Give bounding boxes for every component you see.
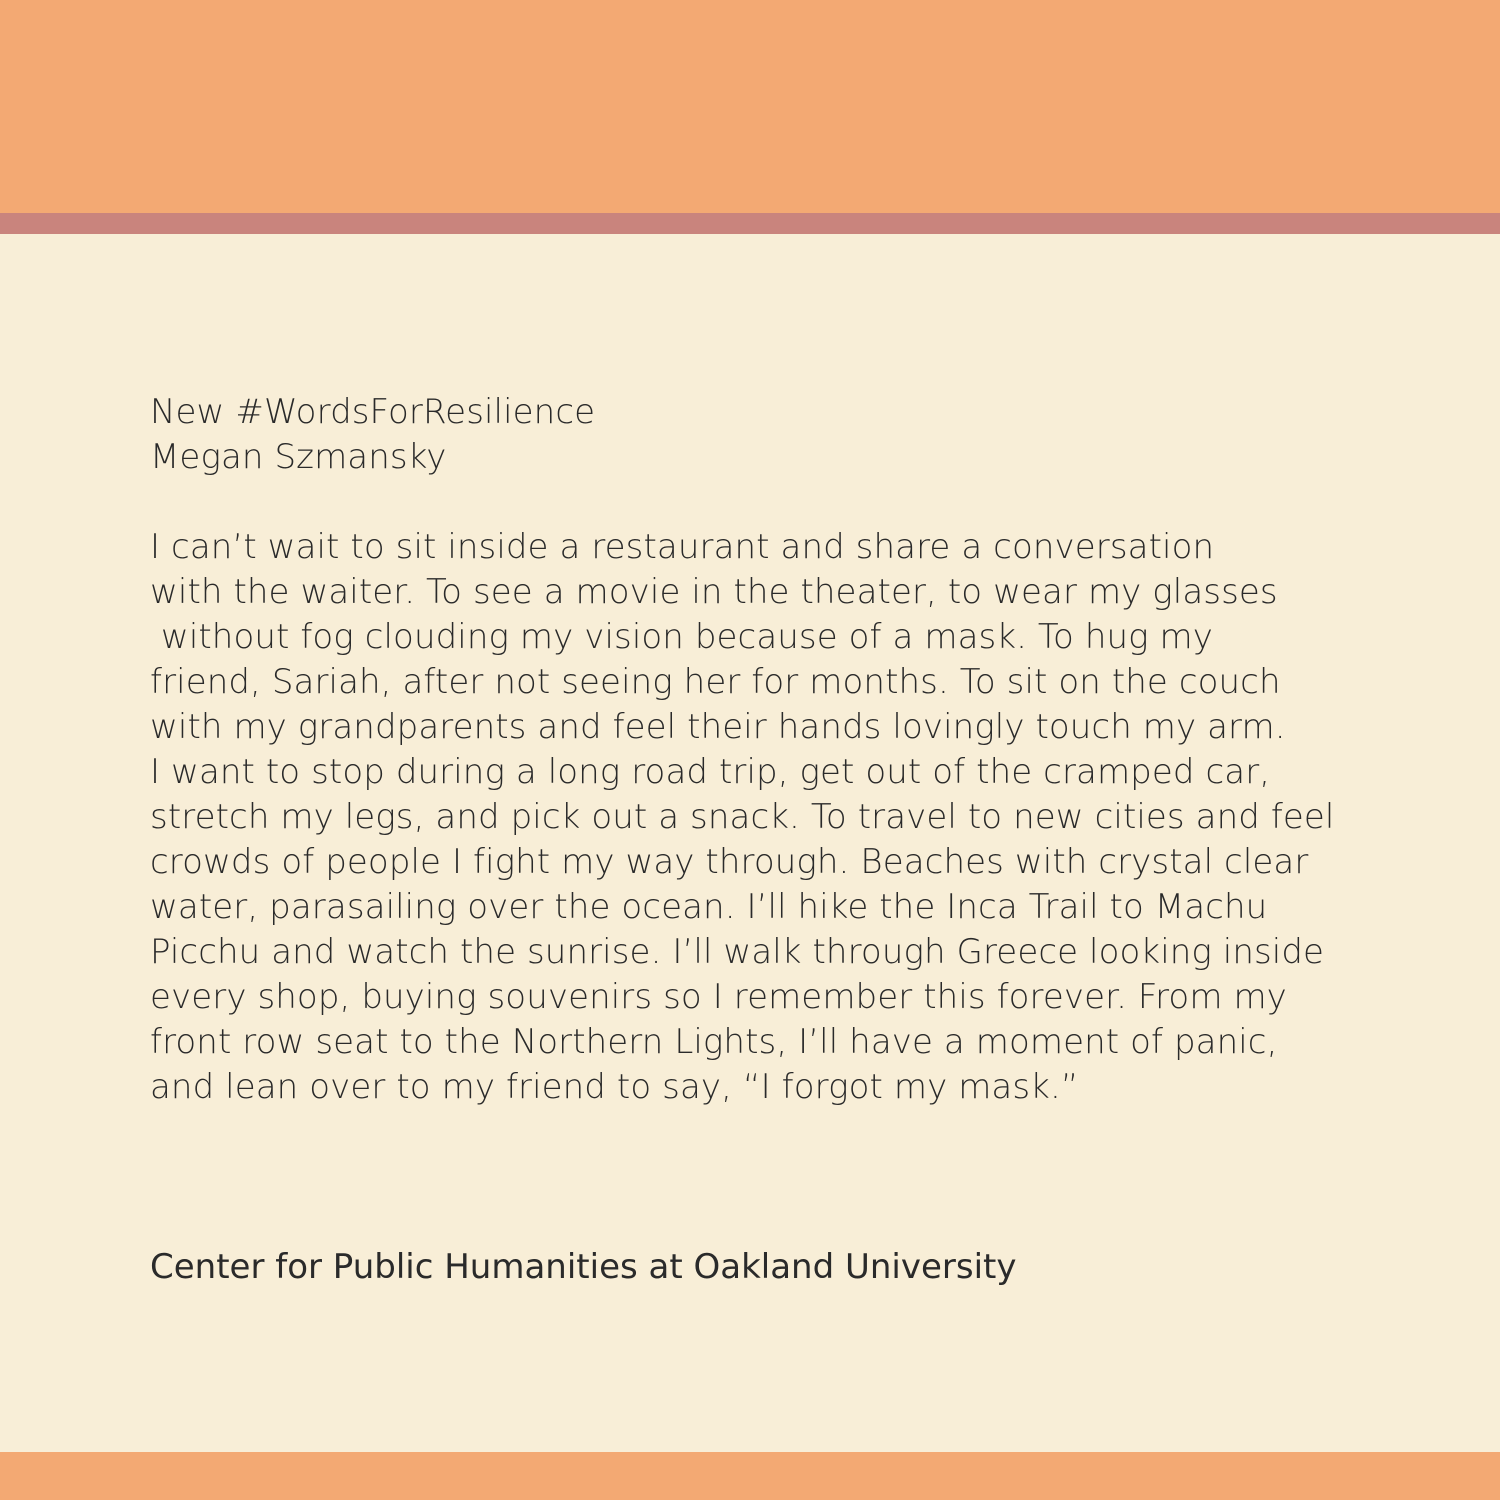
poem-line: Picchu and watch the sunrise. I’ll walk through Greece looking inside — [150, 932, 1325, 972]
post-title: New #WordsForResilience — [150, 392, 596, 432]
poem-line: friend, Sariah, after not seeing her for months. To sit on the couch — [150, 662, 1281, 702]
poem-line: with my grandparents and feel their hands lovingly touch my arm. — [150, 707, 1286, 747]
poem-body — [150, 525, 1410, 1110]
poem-line: with the waiter. To see a movie in the theater, to wear my glasses — [150, 572, 1278, 612]
poem-line: water, parasailing over the ocean. I’ll hike the Inca Trail to Machu — [150, 887, 1268, 927]
poem-line: and lean over to my friend to say, “I forgot my mask.” — [150, 1067, 1079, 1107]
poem-line: stretch my legs, and pick out a snack. To travel to new cities and feel — [150, 797, 1335, 837]
author-name: Megan Szmansky — [150, 437, 447, 477]
post-content — [150, 390, 1410, 1110]
poem-line: every shop, buying souvenirs so I remember this forever. From my — [150, 977, 1287, 1017]
poem-line: I want to stop during a long road trip, get out of the cramped car, — [150, 752, 1271, 792]
top-decorative-band — [0, 0, 1500, 213]
poem-line: crowds of people I fight my way through. Beaches with crystal clear — [150, 842, 1309, 882]
organization-credit: Center for Public Humanities at Oakland University — [150, 1247, 1017, 1287]
top-decorative-stripe — [0, 213, 1500, 234]
bottom-decorative-band — [0, 1452, 1500, 1500]
poem-line: without fog clouding my vision because of a mask. To hug my — [150, 617, 1213, 657]
poem-line: front row seat to the Northern Lights, I’ll have a moment of panic, — [150, 1022, 1278, 1062]
paragraph-gap — [150, 480, 1410, 525]
poem-line: I can’t wait to sit inside a restaurant and share a conversation — [150, 527, 1215, 567]
